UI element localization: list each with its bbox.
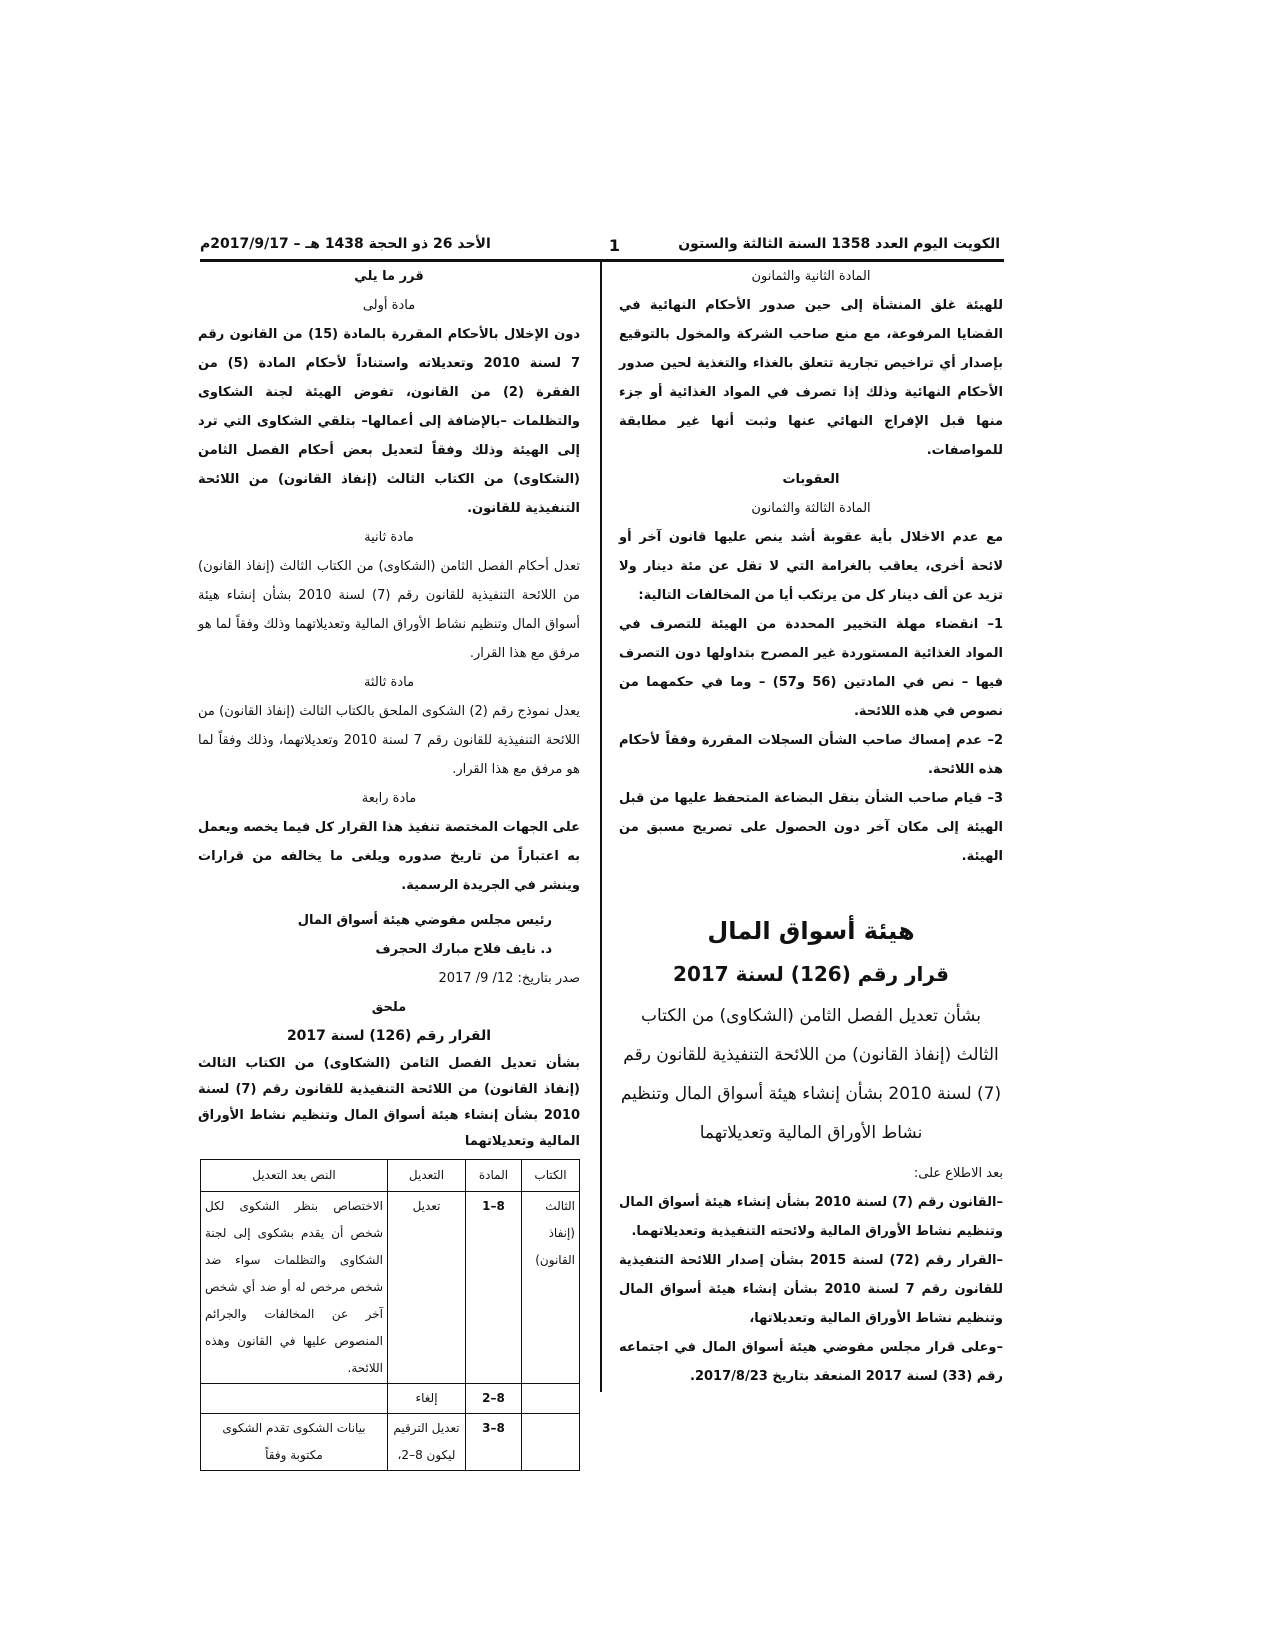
penalties-title: العقوبات	[782, 472, 840, 487]
violation-item-1: 1– انقضاء مهلة التخيير المحددة من الهيئة للتصرف في المواد الغذائية المستوردة غير المصرح بتداولها دون التصرف فيها – نص في المادتين (56 و57) – وما في حكمهما من نصوص في هذه اللائحة.	[619, 617, 1003, 719]
amendment-table	[200, 1159, 580, 1471]
annex-heading: ملحق	[371, 1000, 407, 1015]
after-review: بعد الاطلاع على:	[913, 1166, 1003, 1181]
header-article: المادة	[466, 1160, 522, 1192]
annex-decision: القرار رقم (126) لسنة 2017	[286, 1028, 492, 1044]
article-2-title: مادة ثانية	[364, 530, 414, 545]
header-amendment: التعديل	[388, 1160, 466, 1192]
article-1-title: مادة أولى	[362, 298, 416, 313]
header-book: الكتاب	[522, 1160, 580, 1192]
article-2-text: تعدل أحكام الفصل الثامن (الشكاوى) من الكتاب الثالث (إنفاذ القانون) من اللائحة التنفيذية للقانون رقم (7) لسنة 2010 بشأن إنشاء هيئة أسواق المال وتنظيم نشاط الأوراق المالية وتعديلاتهما وذلك وفقاً لما هو مرفق مع هذا القرار.	[198, 559, 580, 661]
decided-heading: قرر ما يلي	[354, 269, 424, 284]
cell-amendment: تعديل	[388, 1192, 466, 1384]
article-83-intro: مع عدم الاخلال بأية عقوبة أشد ينص عليها قانون آخر أو لائحة أخرى، يعاقب بالغرامة التي لا تقل عن مئة دينار ولا تزيد عن ألف دينار كل من يرتكب أيا من المخالفات التالية:	[619, 530, 1003, 603]
cell-article: 8–3	[466, 1414, 522, 1471]
reference-1: –القانون رقم (7) لسنة 2010 بشأن إنشاء هيئة أسواق المال وتنظيم نشاط الأوراق المالية ولائحته التنفيذية وتعديلاتهما.	[619, 1195, 1004, 1239]
cell-article: 8–2	[466, 1384, 522, 1414]
cell-book	[522, 1414, 580, 1471]
decision-subject: بشأن تعديل الفصل الثامن (الشكاوى) من الكتاب الثالث (إنفاذ القانون) من اللائحة التنفيذية للقانون رقم (7) لسنة 2010 بشأن إنشاء هيئة أسواق المال وتنظيم نشاط الأوراق المالية وتعديلاتهما	[620, 1006, 1002, 1143]
table-header-row	[201, 1160, 580, 1192]
cell-book: الثالث (إنفاذ القانون)	[522, 1192, 580, 1384]
cell-book	[522, 1384, 580, 1414]
issue-date: الأحد 26 ذو الحجة 1438 هـ – 2017/9/17م	[200, 236, 491, 252]
signature-name: د. نايف فلاح مبارك الحجرف	[375, 942, 552, 957]
article-4-title: مادة رابعة	[361, 791, 417, 806]
article-1-text: دون الإخلال بالأحكام المقررة بالمادة (15) من القانون رقم 7 لسنة 2010 وتعديلاته واستناداً لأحكام المادة (5) من الفقرة (2) من القانون، تفوض الهيئة لجنة الشكاوى والتظلمات –بالإضافة إلى أعمالها– بتلقي الشكاوى التي ترد إلى الهيئة وذلك وفقاً لتعديل بعض أحكام الفصل الثامن (الشكاوى) من الكتاب الثالث (إنفاذ القانون) من اللائحة التنفيذية للقانون.	[198, 327, 580, 516]
cell-amendment: إلغاء	[388, 1384, 466, 1414]
organization-title: هيئة أسواق المال	[707, 917, 915, 945]
article-82-title: المادة الثانية والثمانون	[751, 269, 871, 284]
cell-amendment: تعديل الترقيم ليكون 8–2،	[388, 1414, 466, 1471]
violation-item-2: 2– عدم إمساك صاحب الشأن السجلات المقررة وفقاً لأحكام هذه اللائحة.	[619, 733, 1003, 777]
cell-amended-text	[201, 1384, 388, 1414]
newspaper-issue: الكويت اليوم العدد 1358 السنة الثالثة والستون	[678, 236, 1000, 252]
table-row	[201, 1384, 580, 1414]
page-header	[200, 236, 1000, 260]
cell-amended-text: الاختصاص بنظر الشكوى لكل شخص أن يقدم بشكوى إلى لجنة الشكاوى والتظلمات سواء ضد شخص مرخص له أو ضد أي شخص آخر عن المخالفات والجرائم المنصوص عليها في القانون وهذه اللائحة.	[201, 1192, 388, 1384]
annex-subject: بشأن تعديل الفصل الثامن (الشكاوى) من الكتاب الثالث (إنفاذ القانون) من اللائحة التنفيذية للقانون رقم (7) لسنة 2010 بشأن إنشاء هيئة أسواق المال وتنظيم نشاط الأوراق المالية وتعديلاتهما	[198, 1056, 580, 1149]
article-4-text: على الجهات المختصة تنفيذ هذا القرار كل فيما يخصه ويعمل به اعتباراً من تاريخ صدوره ويلغى ما يخالفه من قرارات وينشر في الجريدة الرسمية.	[198, 820, 580, 893]
page-number: 1	[608, 236, 620, 255]
reference-2: –القرار رقم (72) لسنة 2015 بشأن إصدار اللائحة التنفيذية للقانون رقم 7 لسنة 2010 بشأن إنشاء هيئة أسواق المال وتنظيم نشاط الأوراق المالية وتعديلاتها،	[619, 1253, 1003, 1326]
issue-date-line: صدر بتاريخ: 12/ 9/ 2017	[438, 971, 580, 986]
decision-title: قرار رقم (126) لسنة 2017	[673, 962, 949, 986]
cell-article: 8–1	[466, 1192, 522, 1384]
article-83-title: المادة الثالثة والثمانون	[751, 501, 871, 516]
reference-3: –وعلى قرار مجلس مفوضي هيئة أسواق المال في اجتماعه رقم (33) لسنة 2017 المنعقد بتاريخ 2017/8/23.	[619, 1340, 1003, 1384]
header-amended-text: النص بعد التعديل	[201, 1160, 388, 1192]
left-column	[198, 262, 580, 1471]
violation-item-3: 3– قيام صاحب الشأن بنقل البضاعة المتحفظ عليها من قبل الهيئة إلى مكان آخر دون الحصول على تصريح مسبق من الهيئة.	[619, 791, 1003, 864]
table-row	[201, 1192, 580, 1384]
column-divider	[600, 262, 602, 1392]
cell-amended-text: بيانات الشكوى تقدم الشكوى مكتوبة وفقاً	[201, 1414, 388, 1471]
article-82-text: للهيئة غلق المنشأة إلى حين صدور الأحكام النهائية في القضايا المرفوعة، مع منع صاحب الشركة والمخول بالتوقيع بإصدار أي تراخيص تجارية تتعلق بالغذاء والتغذية لحين صدور الأحكام النهائية وذلك إذا تصرف في المواد الغذائية أو جزء منها قبل الإفراج النهائي عنها وثبت أنها غير مطابقة للمواصفات.	[619, 298, 1003, 458]
right-column	[619, 262, 1003, 1391]
signature-title: رئيس مجلس مفوضي هيئة أسواق المال	[297, 913, 552, 928]
article-3-text: يعدل نموذج رقم (2) الشكوى الملحق بالكتاب الثالث (إنفاذ القانون) من اللائحة التنفيذية للقانون رقم 7 لسنة 2010 وتعديلاتهما، وذلك وفقاً لما هو مرفق مع هذا القرار.	[198, 704, 581, 777]
article-3-title: مادة ثالثة	[363, 675, 415, 690]
table-row	[201, 1414, 580, 1471]
